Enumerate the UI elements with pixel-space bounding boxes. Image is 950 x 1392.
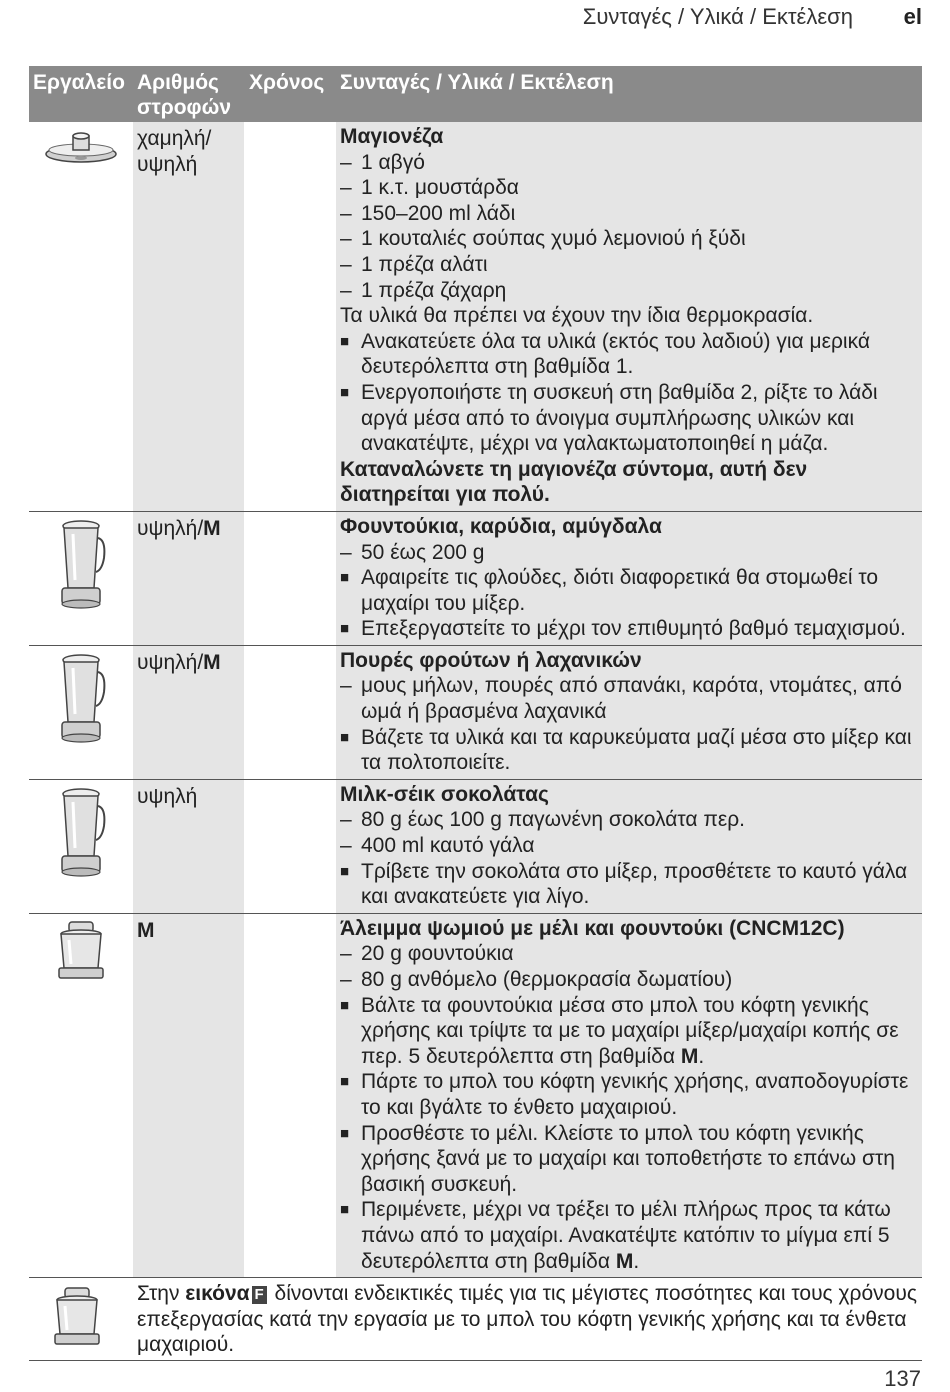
- footnote-text: [137, 1281, 922, 1358]
- item-text: Τρίβετε την σοκολάτα στο μίξερ, προσθέτετε το καυτό γάλα και ανακατεύετε για λίγο.: [361, 859, 908, 909]
- chopper-bowl-icon: [51, 1286, 111, 1353]
- item-text: 20 g φουντούκια: [361, 942, 514, 966]
- square-bullet-icon: ■: [340, 996, 350, 1014]
- item-text: Πάρτε το μπολ του κόφτη γενικής χρήσης, αναποδογυρίστε το και βγάλτε το ένθετο μαχαιριού.: [361, 1070, 909, 1119]
- running-header: [0, 2, 950, 36]
- blender-jug-icon: [39, 652, 123, 749]
- recipe-cell: [340, 122, 918, 511]
- item-text: 1 κ.τ. μουστάρδα: [361, 176, 519, 200]
- ingredient-item: [340, 278, 918, 304]
- ingredient-item: [340, 967, 918, 993]
- speed-text: υψηλή/: [137, 650, 204, 674]
- speed-cell: [137, 784, 242, 810]
- item-text: 80 g έως 100 g παγωνένη σοκολάτα περ.: [361, 808, 745, 832]
- table-row: [29, 122, 922, 512]
- table-row: [29, 780, 922, 914]
- column-header-time: Χρόνος: [249, 71, 325, 94]
- ingredient-item: [340, 673, 918, 724]
- recipe-cell: [340, 780, 918, 913]
- item-text: 400 ml καυτό γάλα: [361, 834, 535, 858]
- square-bullet-icon: ■: [340, 1201, 350, 1219]
- item-bold-tail: M: [680, 1044, 699, 1068]
- speed-cell: [137, 918, 242, 944]
- square-bullet-icon: ■: [340, 728, 350, 746]
- dash-icon: –: [340, 252, 352, 276]
- column-header-recipe: Συνταγές / Υλικά / Εκτέλεση: [340, 71, 614, 94]
- blender-jug-icon: [39, 786, 123, 883]
- ingredient-item: [340, 175, 918, 201]
- table-row: [29, 512, 922, 646]
- speed-cell-bg: [133, 122, 244, 511]
- speed-text: υψηλή/: [137, 516, 204, 540]
- speed-mode: M: [137, 918, 155, 942]
- blender-jug-icon: [39, 518, 123, 615]
- item-text: 1 πρέζα αλάτι: [361, 252, 488, 276]
- dash-icon: –: [340, 227, 352, 251]
- speed-mode: M: [203, 650, 221, 674]
- item-text: Βάλτε τα φουντούκια μέσα στο μπολ του κόφτη γενικής χρήσης και τρίψτε τα με το μαχαίρι μίξερ/μαχαίρι κοπής σε περ. 5 δευτερόλεπτα στη βαθμίδα: [361, 993, 899, 1068]
- speed-mode: M: [203, 516, 221, 540]
- square-bullet-icon: ■: [340, 1073, 350, 1091]
- instruction-step: [340, 380, 918, 457]
- instruction-step: [340, 993, 918, 1070]
- instruction-step: [340, 859, 918, 910]
- speed-cell: [137, 650, 242, 676]
- recipe-cell: [340, 512, 918, 645]
- item-text: Ενεργοποιήστε τη συσκευή στη βαθμίδα 2, ρίξτε το λάδι αργά μέσα από το άνοιγμα συμπλήρωσης υλικών και ανακατέψτε, μέχρι να γαλακτωματοποιηθεί η μάζα.: [361, 380, 878, 456]
- table-row: [29, 646, 922, 780]
- item-text: 1 πρέζα ζάχαρη: [361, 278, 507, 302]
- language-code: el: [903, 4, 922, 29]
- instruction-step: [340, 1197, 918, 1274]
- column-header-tool: Εργαλείο: [33, 71, 125, 94]
- figure-reference: εικόνα: [185, 1282, 250, 1305]
- ingredient-item: [340, 807, 918, 833]
- recipe-title: Μιλκ-σέικ σοκολάτας: [340, 782, 549, 806]
- ingredient-item: [340, 941, 918, 967]
- item-bold-tail: M: [615, 1249, 634, 1273]
- item-text: 50 έως 200 g: [361, 540, 485, 564]
- item-text: 80 g ανθόμελο (θερμοκρασία δωματίου): [361, 968, 733, 991]
- instruction-step: [340, 1069, 918, 1120]
- instruction-step: [340, 616, 918, 642]
- dash-icon: –: [340, 176, 352, 200]
- square-bullet-icon: ■: [340, 620, 350, 638]
- instruction-step: [340, 725, 918, 776]
- speed-cell: [137, 516, 242, 542]
- speed-text: χαμηλή/ υψηλή: [137, 127, 212, 176]
- footnote-pre: Στην: [137, 1282, 186, 1305]
- speed-cell: [137, 126, 242, 177]
- column-header-speed: Αριθμός στροφών: [137, 71, 231, 119]
- item-text: 150–200 ml λάδι: [361, 201, 516, 225]
- item-text: Ανακατεύετε όλα τα υλικά (εκτός του λαδιού) για μερικά δευτερόλεπτα στη βαθμίδα 1.: [361, 329, 870, 379]
- ingredient-item: [340, 540, 918, 566]
- recipe-title: Άλειμμα ψωμιού με μέλι και φουντούκι (CNCM12C): [340, 916, 845, 940]
- recipe-title: Φουντούκια, καρύδια, αμύγδαλα: [340, 514, 662, 538]
- recipe-title: Μαγιονέζα: [340, 125, 444, 148]
- table-row: [29, 914, 922, 1278]
- speed-cell-bg: [133, 914, 244, 1277]
- item-text: Περιμένετε, μέχρι να τρέξει το μέλι πλήρως προς τα κάτω πάνω από το μαχαίρι. Ανακατέψτε κατόπιν το μίγμα επί 5 δευτερόλεπτα στη βαθμίδα: [361, 1198, 891, 1273]
- chopper-bowl-icon: [39, 920, 123, 987]
- instruction-step: [340, 565, 918, 616]
- figure-badge: F: [252, 1286, 267, 1304]
- footnote-post: δίνονται ενδεικτικές τιμές για τις μέγιστες ποσότητες και τους χρόνους επεξεργασίας κατά την εργασία με το μπολ του κόφτη γενικής χρήσης και τα ένθετα μαχαιριού.: [137, 1282, 917, 1357]
- recipe-note: Τα υλικά θα πρέπει να έχουν την ίδια θερμοκρασία.: [340, 304, 814, 328]
- whisk-disc-icon: [39, 128, 123, 173]
- warning-text: Καταναλώνετε τη μαγιονέζα σύντομα, αυτή δεν διατηρείται για πολύ.: [340, 457, 808, 507]
- instruction-step: [340, 1121, 918, 1198]
- item-text: Προσθέστε το μέλι. Κλείστε το μπολ του κόφτη γενικής χρήσης ξανά με το μαχαίρι και τοποθετήστε το επάνω στη βασική συσκευή.: [361, 1121, 895, 1196]
- item-tail: .: [633, 1249, 640, 1273]
- dash-icon: –: [340, 540, 352, 564]
- dash-icon: –: [340, 968, 352, 991]
- recipe-table: [29, 66, 922, 1278]
- square-bullet-icon: ■: [340, 332, 350, 350]
- item-text: μους μήλων, πουρές από σπανάκι, καρότα, ντομάτες, από ωμά ή βρασμένα λαχανικά: [361, 674, 902, 724]
- instruction-step: [340, 329, 918, 380]
- item-text: Επεξεργαστείτε το μέχρι τον επιθυμητό βαθμό τεμαχισμού.: [361, 617, 906, 641]
- square-bullet-icon: ■: [340, 569, 350, 587]
- ingredient-item: [340, 201, 918, 227]
- footnote: [29, 1278, 922, 1361]
- dash-icon: –: [340, 674, 352, 698]
- recipe-title: Πουρές φρούτων ή λαχανικών: [340, 648, 642, 672]
- square-bullet-icon: ■: [340, 862, 350, 880]
- item-text: Βάζετε τα υλικά και τα καρυκεύματα μαζί μέσα στο μίξερ και τα πολτοποιείτε.: [361, 725, 912, 775]
- square-bullet-icon: ■: [340, 383, 350, 401]
- ingredient-item: [340, 833, 918, 859]
- recipe-cell: [340, 646, 918, 779]
- table-header: [29, 66, 922, 122]
- dash-icon: –: [340, 834, 352, 858]
- dash-icon: –: [340, 278, 352, 302]
- dash-icon: –: [340, 150, 352, 174]
- item-text: Αφαιρείτε τις φλούδες, διότι διαφορετικά θα στομωθεί το μαχαίρι του μίξερ.: [361, 566, 879, 615]
- ingredient-item: [340, 150, 918, 176]
- running-header-title: Συνταγές / Υλικά / Εκτέλεση: [582, 4, 853, 29]
- square-bullet-icon: ■: [340, 1124, 350, 1142]
- dash-icon: –: [340, 201, 352, 225]
- ingredient-item: [340, 226, 918, 252]
- dash-icon: –: [340, 942, 352, 966]
- recipe-cell: [340, 914, 918, 1277]
- item-tail: .: [698, 1044, 705, 1068]
- page-number: 137: [884, 1366, 921, 1391]
- speed-text: υψηλή: [137, 784, 198, 808]
- item-text: 1 αβγό: [361, 150, 425, 174]
- dash-icon: –: [340, 808, 352, 832]
- ingredient-item: [340, 252, 918, 278]
- item-text: 1 κουταλιές σούπας χυμό λεμονιού ή ξύδι: [361, 227, 746, 251]
